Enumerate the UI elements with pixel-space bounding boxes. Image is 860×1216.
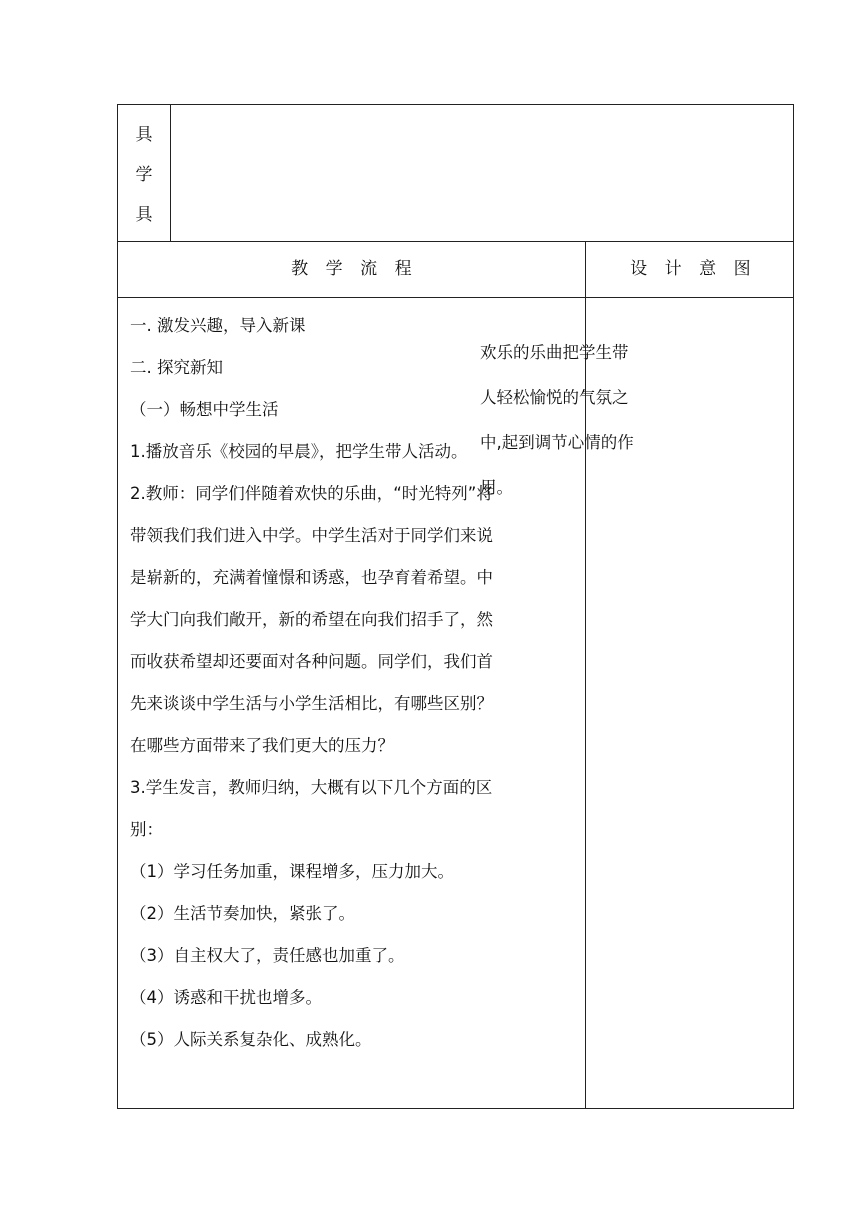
process-line: （5）人际关系复杂化、成熟化。 xyxy=(130,1030,372,1049)
lesson-plan-table xyxy=(117,104,794,1109)
design-line: 人轻松愉悦的气氛之 xyxy=(480,388,629,407)
process-line: 带领我们我们进入中学。中学生活对于同学们来说 xyxy=(130,526,493,545)
design-line: 中,起到调节心情的作 xyxy=(480,433,634,452)
process-line: （4）诱惑和干扰也增多。 xyxy=(130,988,322,1007)
process-line: 别： xyxy=(130,820,163,839)
table-divider-vertical xyxy=(170,105,171,241)
process-line: 是崭新的，充满着憧憬和诱惑，也孕育着希望。中 xyxy=(130,568,493,587)
process-line: 2.教师：同学们伴随着欢快的乐曲，“时光特列”将 xyxy=(130,484,493,503)
design-intent-content xyxy=(480,330,675,510)
process-line: 一. 激发兴趣，导入新课 xyxy=(130,316,306,335)
process-line: （一）畅想中学生活 xyxy=(130,400,279,419)
process-line: （3）自主权大了，责任感也加重了。 xyxy=(130,946,405,965)
teaching-process-header: 教 学 流 程 xyxy=(291,259,412,279)
design-intent-header: 设 计 意 图 xyxy=(630,259,751,279)
tools-label-char: 具 xyxy=(135,125,153,145)
design-line: 欢乐的乐曲把学生带 xyxy=(480,343,629,362)
process-line: （2）生活节奏加快，紧张了。 xyxy=(130,904,355,923)
process-line: 在哪些方面带来了我们更大的压力？ xyxy=(130,736,394,755)
tools-label-char: 具 xyxy=(135,205,153,225)
process-line: 先来谈谈中学生活与小学生活相比，有哪些区别？ xyxy=(130,694,493,713)
design-line: 用。 xyxy=(480,478,513,497)
process-line: 而收获希望却还要面对各种问题。同学们，我们首 xyxy=(130,652,493,671)
process-line: 二. 探究新知 xyxy=(130,358,223,377)
process-line: 1.播放音乐《校园的早晨》，把学生带人活动。 xyxy=(130,442,468,461)
table-divider-horizontal xyxy=(118,297,793,298)
tools-label-char: 学 xyxy=(135,165,153,185)
process-line: 学大门向我们敞开，新的希望在向我们招手了，然 xyxy=(130,610,493,629)
process-line: 3.学生发言，教师归纳，大概有以下几个方面的区 xyxy=(130,778,493,797)
tools-label xyxy=(118,115,170,235)
process-line: （1）学习任务加重，课程增多，压力加大。 xyxy=(130,862,454,881)
